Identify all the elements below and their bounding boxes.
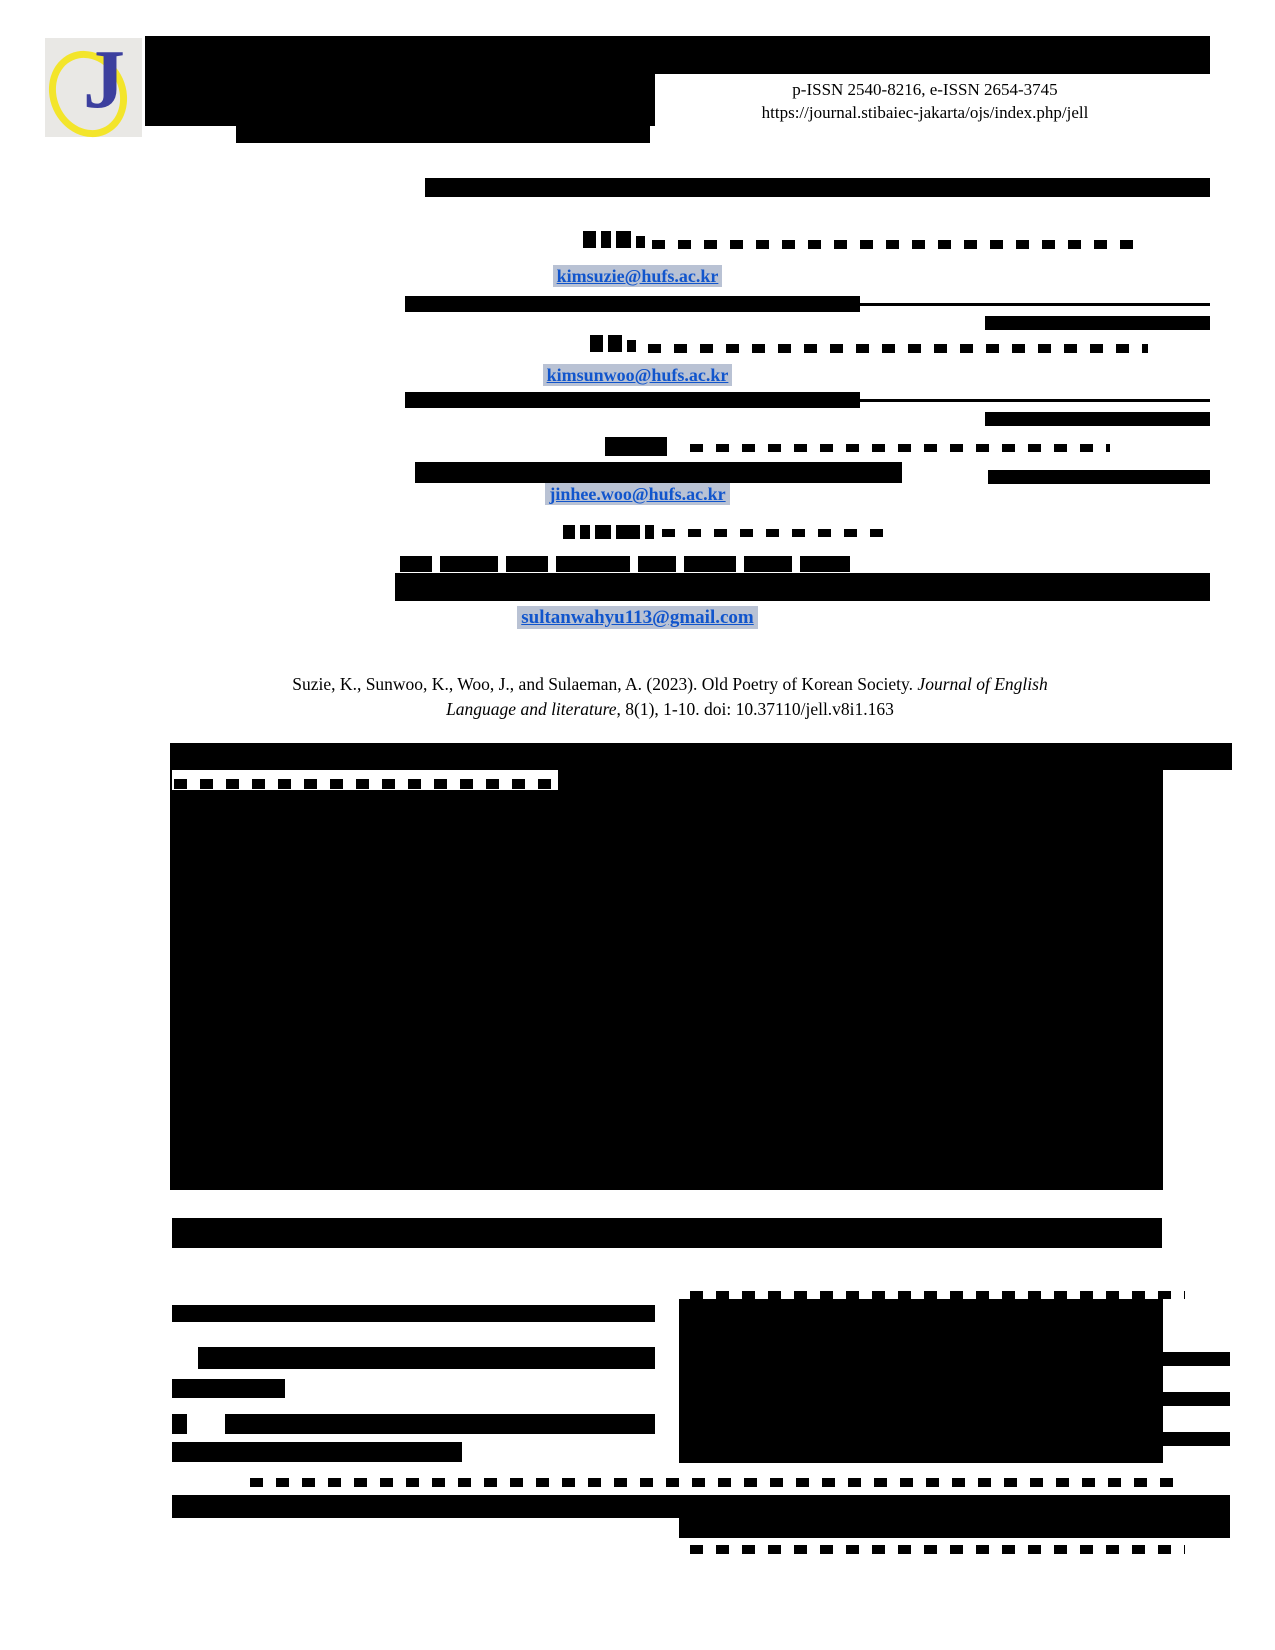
redaction-bar: [170, 743, 1232, 770]
redaction-bar: [172, 1495, 1230, 1518]
redaction-bar: [425, 178, 1210, 197]
redaction-bar: [583, 231, 596, 248]
logo-letter: J: [83, 33, 125, 126]
redaction-bar: [405, 392, 860, 408]
article-citation: [180, 672, 1160, 722]
author2-email-link[interactable]: kimsunwoo@hufs.ac.kr: [543, 364, 733, 386]
redaction-bar: [174, 779, 552, 789]
citation-text: Suzie, K., Sunwoo, K., Woo, J., and Sulaeman, A. (2023). Old Poetry of Korean Society.: [292, 674, 918, 694]
redaction-bar: [506, 556, 548, 572]
author4-email-line: [170, 607, 1105, 629]
redaction-bar: [601, 231, 611, 248]
redaction-bar: [172, 1442, 462, 1462]
redaction-bar: [172, 1305, 655, 1322]
redaction-bar: [170, 770, 1163, 1190]
redaction-bar: [440, 556, 498, 572]
redaction-bar: [744, 556, 792, 572]
author4-email-link[interactable]: sultanwahyu113@gmail.com: [517, 606, 758, 629]
author3-email-line: [170, 484, 1105, 505]
redaction-bar: [800, 556, 850, 572]
redaction-bar: [1163, 1432, 1230, 1446]
redaction-bar: [415, 462, 902, 483]
redaction-bar: [988, 470, 1210, 484]
journal-url: https://journal.stibaiec-jakarta/ojs/index.php/jell: [761, 103, 1089, 122]
redaction-bar: [648, 344, 1148, 353]
redaction-bar: [985, 412, 1210, 426]
redaction-bar: [172, 1218, 1162, 1248]
redaction-bar: [662, 529, 887, 537]
redaction-bar: [1163, 1352, 1230, 1366]
redaction-bar: [627, 340, 636, 352]
citation-text: , 8(1), 1-10. doi: 10.37110/jell.v8i1.163: [616, 699, 894, 719]
redaction-bar: [985, 316, 1210, 330]
redaction-bar: [590, 335, 603, 352]
redaction-bar: [679, 1518, 1230, 1538]
redaction-bar: [858, 399, 1210, 402]
redaction-bar: [250, 1478, 1185, 1487]
author1-email-link[interactable]: kimsuzie@hufs.ac.kr: [553, 265, 723, 287]
redaction-bar: [679, 1299, 1163, 1463]
redaction-bar: [1163, 1392, 1230, 1406]
redaction-bar: [652, 240, 1136, 249]
redaction-bar: [563, 525, 575, 539]
redaction-bar: [580, 525, 590, 539]
citation-line-2: [180, 697, 1160, 722]
redaction-bar: [690, 1545, 1185, 1554]
redaction-bar: [595, 525, 611, 539]
citation-journal-name: Journal of English: [917, 674, 1048, 694]
redaction-bar: [608, 335, 622, 352]
author3-email-link[interactable]: jinhee.woo@hufs.ac.kr: [545, 483, 729, 505]
redaction-bar: [616, 525, 640, 539]
redaction-bar: [690, 1291, 1185, 1299]
redaction-bar: [638, 556, 676, 572]
citation-line-1: [180, 672, 1160, 697]
redaction-bar: [684, 556, 736, 572]
redaction-bar: [198, 1347, 655, 1369]
journal-logo: [45, 33, 142, 137]
redaction-bar: [405, 296, 860, 312]
redaction-bar: [172, 1379, 285, 1398]
redaction-bar: [400, 556, 432, 572]
author1-email-line: [170, 266, 1105, 287]
redaction-bar: [236, 126, 650, 143]
redaction-bar: [556, 556, 630, 572]
redaction-bar: [395, 573, 1210, 601]
redaction-bar: [690, 444, 1110, 452]
redaction-bar: [616, 231, 631, 248]
journal-issn-block: [640, 78, 1210, 124]
author2-email-line: [170, 365, 1105, 386]
redaction-bar: [225, 1414, 655, 1434]
issn-line: p-ISSN 2540-8216, e-ISSN 2654-3745: [792, 80, 1058, 99]
citation-journal-name: Language and literature: [446, 699, 617, 719]
redaction-bar: [145, 36, 1210, 74]
redaction-bar: [645, 525, 654, 539]
redaction-bar: [858, 303, 1210, 306]
redaction-bar: [636, 236, 645, 248]
redaction-bar: [145, 74, 655, 126]
redaction-bar: [605, 437, 667, 456]
redaction-bar: [172, 1414, 187, 1434]
